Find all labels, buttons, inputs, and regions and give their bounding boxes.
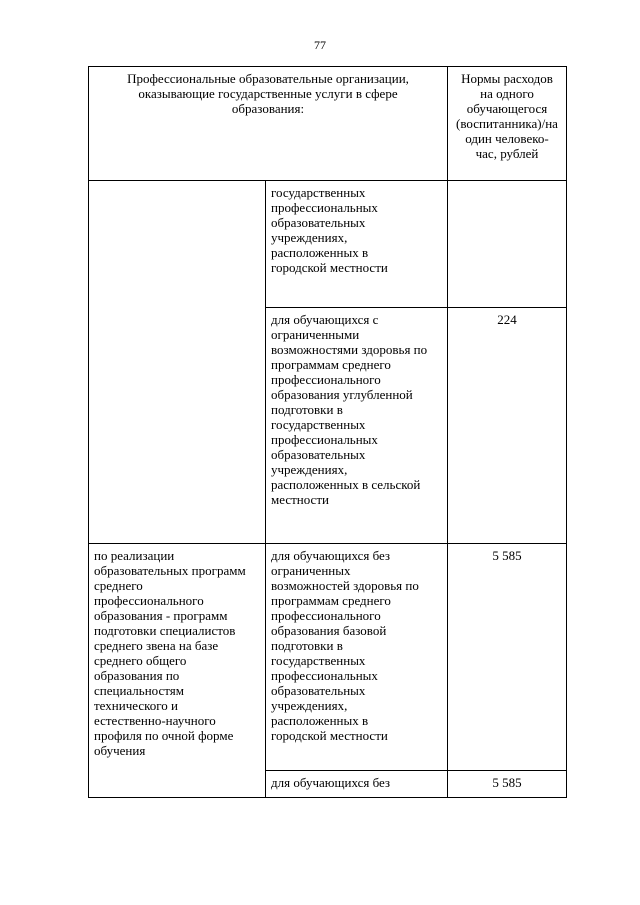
value-cell [448, 181, 567, 308]
activity-cell: по реализации образовательных программ среднего профессионального образования - программ подготовки специалистов среднего звена на базе среднего общего образования по специальностям технического и естественно-научного профиля по очной форме обучения [89, 544, 266, 798]
value-cell: 5 585 [448, 544, 567, 771]
category-cell: для обучающихся с ограниченными возможностями здоровья по программам среднего профессионального образования углубленной подготовки в государственных профессиональных образовательных учреждениях, расположенных в сельской местности [266, 308, 448, 544]
category-cell: для обучающихся без ограниченных возможностей здоровья по программам среднего профессионального образования базовой подготовки в государственных профессиональных образовательных учреждениях, расположенных в городской местности [266, 544, 448, 771]
header-organizations: Профессиональные образовательные организации, оказывающие государственные услуги в сфере образования: [89, 67, 448, 181]
value-cell: 5 585 [448, 771, 567, 798]
table-row [89, 181, 567, 308]
category-cell: для обучающихся без [266, 771, 448, 798]
header-norms: Нормы расходов на одного обучающегося (воспитанника)/на один человеко- час, рублей [448, 67, 567, 181]
table-header-row [89, 67, 567, 181]
category-cell: государственных профессиональных образовательных учреждениях, расположенных в городской местности [266, 181, 448, 308]
activity-cell [89, 181, 266, 544]
value-cell: 224 [448, 308, 567, 544]
norms-table [88, 66, 567, 798]
table-row [89, 544, 567, 771]
page-number: 77 [314, 38, 326, 52]
